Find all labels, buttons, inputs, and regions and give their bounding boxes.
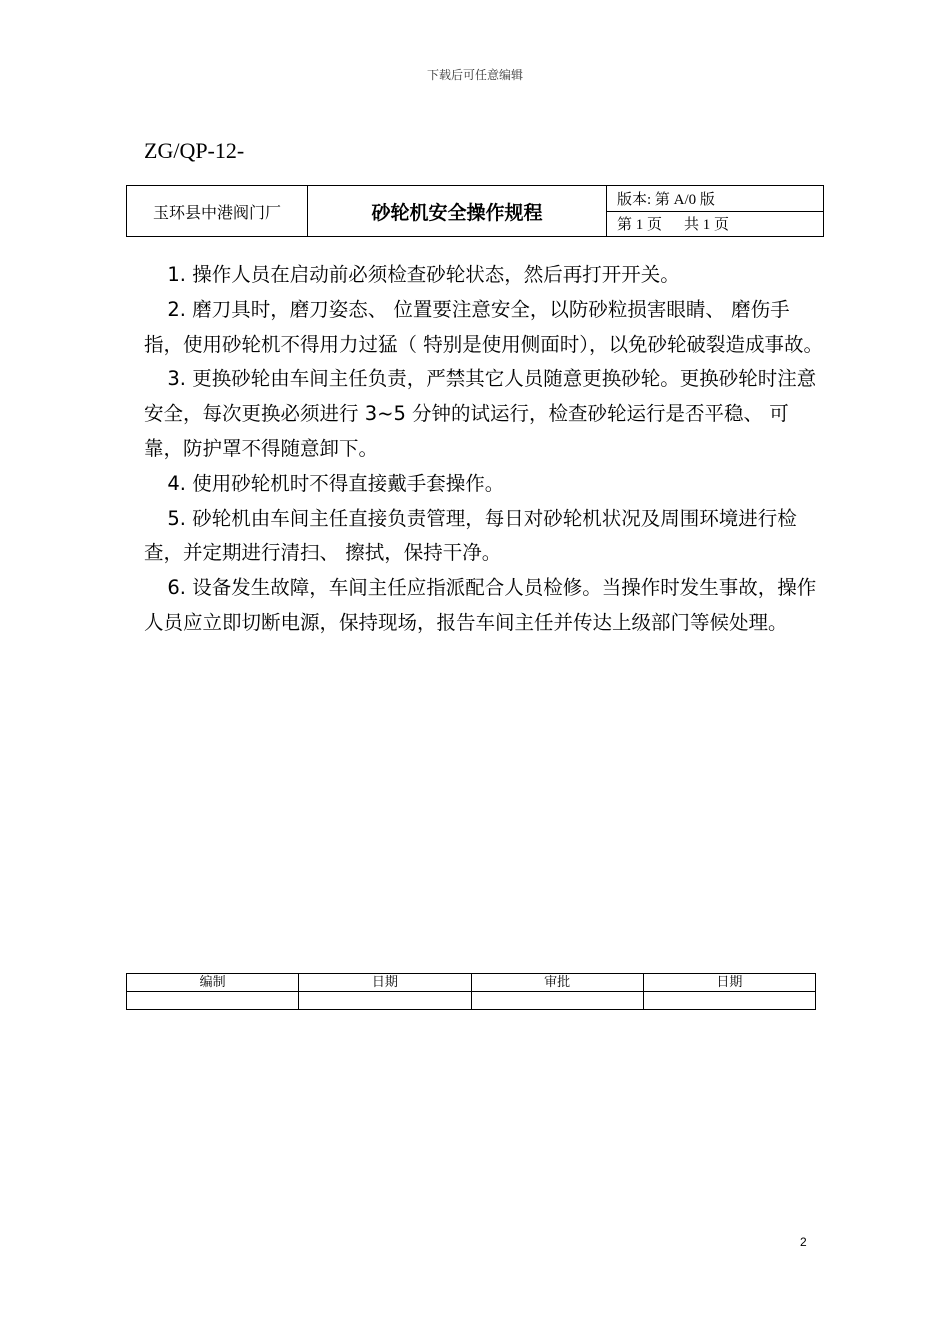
version-label: 版本: 第 A/0 版 bbox=[607, 186, 824, 212]
procedure-item-1: 1. 操作人员在启动前必须检查砂轮状态，然后再打开开关。 bbox=[167, 263, 680, 286]
page-info bbox=[607, 211, 824, 237]
sign-header-compiled: 编制 bbox=[127, 974, 299, 992]
page-total: 共 1 页 bbox=[684, 217, 730, 234]
signature-table bbox=[126, 973, 816, 1010]
procedure-item-6: 6. 设备发生故障，车间主任应指派配合人员检修。当操作时发生事故，操作人员应立即切断电源，保持现场，报告车间主任并传达上级部门等候处理。 bbox=[144, 576, 817, 634]
sign-header-approved: 审批 bbox=[471, 974, 643, 992]
sign-value-date-2 bbox=[643, 992, 815, 1010]
document-code: ZG/QP-12- bbox=[144, 138, 245, 163]
sign-value-compiled bbox=[127, 992, 299, 1010]
page-current: 第 1 页 bbox=[617, 217, 663, 234]
procedure-item-3: 3. 更换砂轮由车间主任负责，严禁其它人员随意更换砂轮。更换砂轮时注意安全，每次更换必须进行 3~5 分钟的试运行，检查砂轮运行是否平稳、 可靠，防护罩不得随意卸下。 bbox=[144, 367, 817, 460]
document-header-table bbox=[126, 185, 824, 237]
company-name: 玉环县中港阀门厂 bbox=[127, 186, 308, 237]
sign-value-approved bbox=[471, 992, 643, 1010]
procedure-item-5: 5. 砂轮机由车间主任直接负责管理，每日对砂轮机状况及周围环境进行检查，并定期进行清扫、 擦拭，保持干净。 bbox=[144, 506, 797, 565]
procedure-body bbox=[144, 258, 824, 641]
page-header-note: 下载后可任意编辑 bbox=[426, 68, 523, 82]
page-number: 2 bbox=[800, 1235, 807, 1249]
procedure-item-4: 4. 使用砂轮机时不得直接戴手套操作。 bbox=[167, 471, 505, 495]
document-title: 砂轮机安全操作规程 bbox=[308, 186, 607, 237]
sign-header-date: 日期 bbox=[299, 974, 471, 992]
sign-header-date-2: 日期 bbox=[643, 974, 815, 992]
sign-value-date bbox=[299, 992, 471, 1010]
procedure-item-2: 2. 磨刀具时，磨刀姿态、 位置要注意安全，以防砂粒损害眼睛、 磨伤手指，使用砂轮机不得用力过猛（ 特别是使用侧面时），以免砂轮破裂造成事故。 bbox=[144, 297, 823, 356]
